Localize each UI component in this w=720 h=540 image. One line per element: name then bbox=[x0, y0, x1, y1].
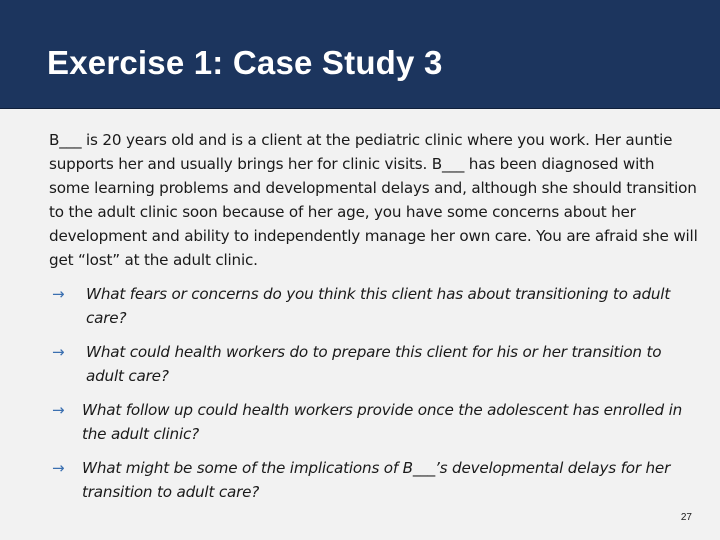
question-text: What could health workers do to prepare this client for his or her transition to adult care? bbox=[86, 343, 662, 385]
question-text: What might be some of the implications of B___’s developmental delays for her transition to adult care? bbox=[82, 459, 671, 501]
question-text: What fears or concerns do you think this client has about transitioning to adult care? bbox=[86, 285, 671, 327]
question-text: What follow up could health workers provide once the adolescent has enrolled in the adult clinic? bbox=[82, 401, 683, 443]
title-bar bbox=[0, 0, 720, 109]
question-item bbox=[52, 398, 692, 446]
arrow-icon: → bbox=[52, 343, 65, 361]
question-item bbox=[52, 456, 692, 504]
question-item bbox=[52, 340, 692, 388]
page-number: 27 bbox=[680, 512, 692, 523]
arrow-icon: → bbox=[52, 401, 65, 419]
arrow-icon: → bbox=[52, 459, 65, 477]
question-item bbox=[52, 282, 692, 330]
slide-title: Exercise 1: Case Study 3 bbox=[47, 44, 443, 81]
arrow-icon: → bbox=[52, 285, 65, 303]
case-paragraph: B___ is 20 years old and is a client at the pediatric clinic where you work. Her auntie supports her and usually brings her for clinic visits. B___ has been diagnosed with some learning problems and developmental delays and, although she should transition to the adult clinic soon because of her age, you have some concerns about her development and ability to independently manage her own care. You are afraid she will get “lost” at the adult clinic. bbox=[49, 131, 698, 269]
